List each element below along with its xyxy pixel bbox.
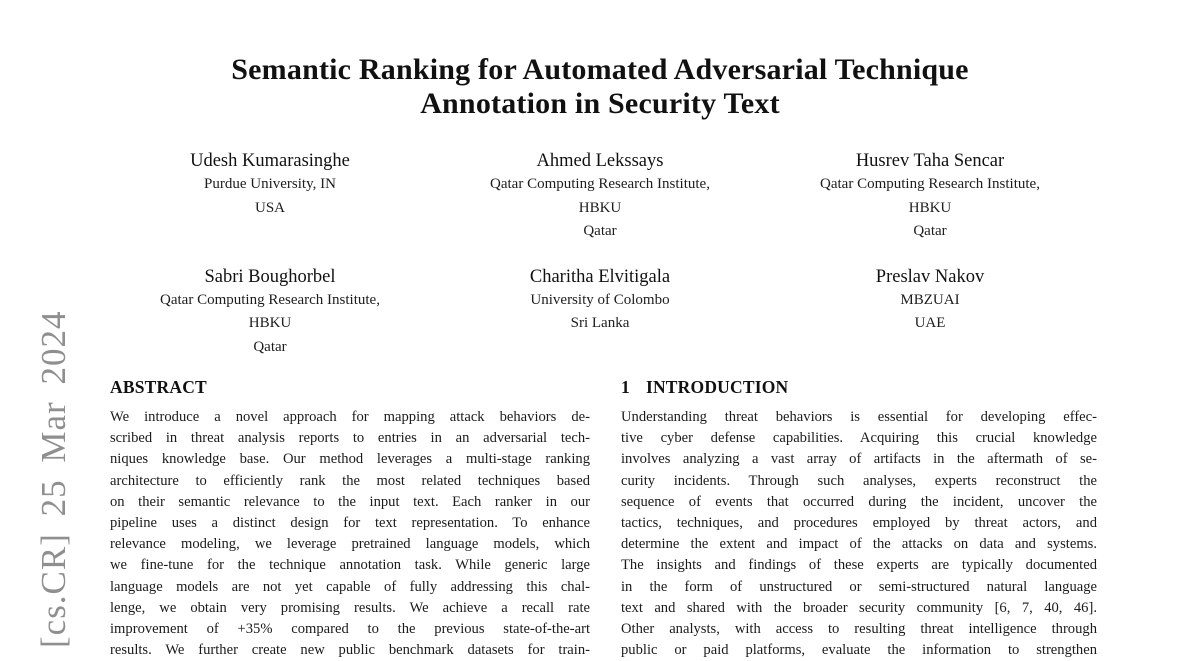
author-affiliation-line: Qatar Computing Research Institute,	[490, 176, 710, 192]
author-block	[765, 149, 1095, 244]
author-affiliation-line: Qatar	[253, 338, 287, 355]
author-affiliation-line: Purdue University, IN	[204, 176, 336, 192]
author-affiliation-line: Qatar Computing Research Institute,	[160, 291, 380, 308]
author-affiliation-line: HBKU	[578, 199, 622, 216]
author-name: Ahmed Lekssays	[536, 151, 664, 171]
text-line: involves analyzing a vast array of artifacts in the aftermath of se-	[621, 451, 1097, 468]
author-name: Sabri Boughorbel	[204, 266, 336, 287]
text-line: on their semantic relevance to the input text. Each ranker in our	[110, 493, 590, 510]
text-line: relevance modeling, we leverage pretrained language models, which	[110, 536, 590, 553]
text-line: results. We further create new public benchmark datasets for train-	[110, 642, 590, 659]
author-name: Preslav Nakov	[875, 266, 985, 287]
authors-grid	[105, 149, 1095, 359]
author-affiliation-line: Qatar Computing Research Institute,	[820, 176, 1040, 192]
text-line: lenge, we obtain very promising results. We achieve a recall rate	[110, 599, 590, 616]
abstract-text	[110, 407, 590, 661]
arxiv-watermark: [cs.CR] 25 Mar 2024	[34, 310, 73, 648]
text-line: in the form of unstructured or semi-structured natural language	[621, 578, 1097, 595]
page-title	[100, 53, 1100, 121]
author-block	[435, 149, 765, 244]
text-line: we fine-tune for the technique annotation task. While generic large	[110, 557, 590, 574]
text-line: text and shared with the broader security community [6, 7, 40, 46].	[621, 599, 1097, 616]
text-line: pipeline uses a distinct design for text representation. To enhance	[110, 514, 590, 531]
author-affiliation-line: Sri Lanka	[570, 315, 630, 331]
abstract-section	[110, 377, 590, 661]
introduction-text	[621, 407, 1097, 661]
text-line: language models are not yet capable of fully addressing this chal-	[110, 578, 590, 595]
text-line: Understanding threat behaviors is essential for developing effec-	[621, 409, 1097, 425]
text-line: We introduce a novel approach for mapping attack behaviors de-	[110, 409, 590, 425]
text-line: determine the extent and impact of the attacks on data and systems.	[621, 536, 1097, 553]
author-affiliation-line: University of Colombo	[530, 291, 670, 308]
text-line: improvement of +35% compared to the previous state-of-the-art	[110, 620, 590, 637]
author-name: Charitha Elvitigala	[529, 266, 671, 287]
text-line: Semantic Ranking for Automated Adversarial Technique	[231, 53, 969, 86]
text-line: public or paid platforms, evaluate the information to strengthen	[621, 642, 1097, 659]
text-line: Annotation in Security Text	[420, 87, 780, 120]
author-affiliation-line: Qatar	[913, 223, 947, 239]
section-title: INTRODUCTION	[645, 377, 789, 397]
text-line: The insights and findings of these experts are typically documented	[621, 557, 1097, 574]
text-line: sequence of events that occurred during the incident, uncover the	[621, 493, 1097, 510]
text-line: Other analysts, with access to resulting threat intelligence through	[621, 620, 1097, 637]
author-affiliation-line: UAE	[914, 315, 946, 331]
author-block	[105, 149, 435, 244]
author-block	[435, 265, 765, 360]
author-affiliation-line: Qatar	[583, 223, 617, 239]
author-name: Husrev Taha Sencar	[855, 151, 1005, 171]
author-block	[765, 265, 1095, 360]
section-number: 1	[621, 377, 630, 397]
body-columns	[110, 377, 1097, 661]
author-affiliation-line: HBKU	[248, 315, 292, 331]
author-affiliation-line: USA	[254, 199, 285, 216]
introduction-section	[621, 377, 1097, 661]
author-name: Udesh Kumarasinghe	[190, 151, 350, 171]
introduction-heading	[621, 377, 1097, 398]
author-affiliation-line: MBZUAI	[900, 291, 960, 308]
text-line: curity incidents. Through such analyses, experts reconstruct the	[621, 472, 1097, 489]
text-line: tive cyber defense capabilities. Acquiring this crucial knowledge	[621, 430, 1097, 447]
text-line: niques knowledge base. Our method leverages a multi-stage ranking	[110, 451, 590, 468]
abstract-heading: ABSTRACT	[110, 377, 207, 397]
text-line: architecture to efficiently rank the most related techniques based	[110, 472, 590, 489]
author-affiliation-line: HBKU	[908, 199, 952, 216]
text-line: tactics, techniques, and procedures employed by threat actors, and	[621, 514, 1097, 531]
text-line: scribed in threat analysis reports to entries in an adversarial tech-	[110, 430, 590, 447]
author-block	[105, 265, 435, 360]
